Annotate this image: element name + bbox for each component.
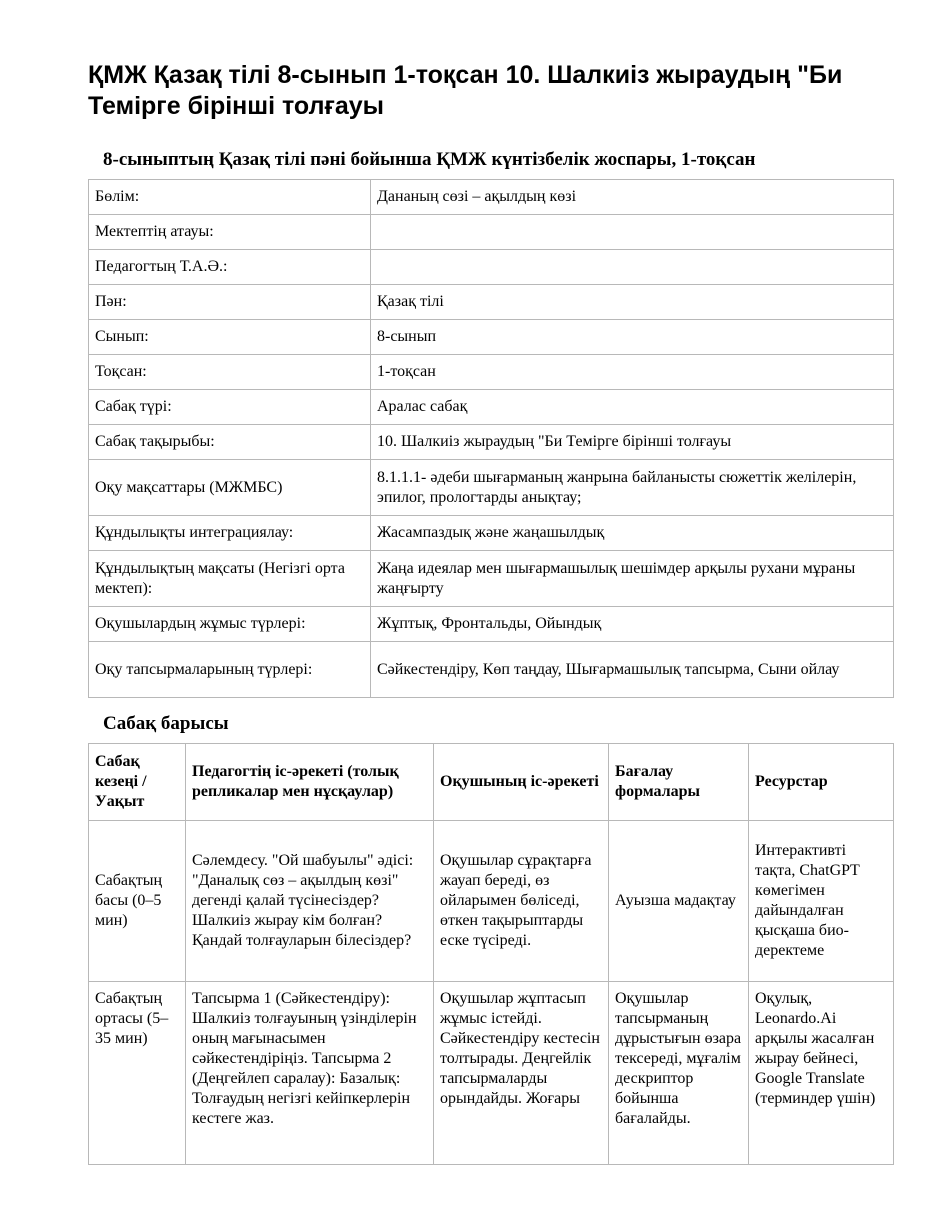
table-row [89,607,894,642]
table-row [89,516,894,551]
info-label: Сабақ түрі: [89,390,371,425]
info-value: Қазақ тілі [371,285,894,320]
info-value: 8-сынып [371,320,894,355]
table-row [89,390,894,425]
info-label: Педагогтың Т.А.Ә.: [89,250,371,285]
info-label: Оқушылардың жұмыс түрлері: [89,607,371,642]
stage-cell: Сабақтың басы (0–5 мин) [89,821,186,982]
resources-cell: Оқулық, Leonardo.Ai арқылы жасалған жырау бейнесі, Google Translate (терминдер үшін) [749,982,894,1165]
column-header-teacher: Педагогтің іс-әрекеті (толық репликалар мен нұсқаулар) [186,744,434,821]
info-label: Құндылықты интеграциялау: [89,516,371,551]
table-row [89,320,894,355]
info-value: Дананың сөзі – ақылдың көзі [371,180,894,215]
info-label: Мектептің атауы: [89,215,371,250]
table-row [89,355,894,390]
info-value [371,250,894,285]
info-value: Аралас сабақ [371,390,894,425]
lesson-heading: Сабақ барысы [103,713,229,734]
info-value: Жаңа идеялар мен шығармашылық шешімдер арқылы рухани мұраны жаңғырту [371,551,894,607]
table-row [89,250,894,285]
assessment-cell: Оқушылар тапсырманың дұрыстығын өзара тексереді, мұғалім дескриптор бойынша бағалайды. [609,982,749,1165]
column-header-assessment: Бағалау формалары [609,744,749,821]
table-row [89,215,894,250]
student-cell: Оқушылар жұптасып жұмыс істейді. Сәйкестендіру кестесін толтырады. Деңгейлік тапсырмаларды орындайды. Жоғары [434,982,609,1165]
column-header-student: Оқушының іс-әрекеті [434,744,609,821]
table-header-row [89,744,894,821]
info-table [88,179,894,698]
info-label: Құндылықтың мақсаты (Негізгі орта мектеп): [89,551,371,607]
info-value: Сәйкестендіру, Көп таңдау, Шығармашылық тапсырма, Сыни ойлау [371,642,894,698]
info-value: Жасампаздық және жаңашылдық [371,516,894,551]
table-row [89,425,894,460]
table-row [89,982,894,1165]
assessment-cell: Ауызша мадақтау [609,821,749,982]
info-label: Сынып: [89,320,371,355]
lesson-table [88,743,894,1165]
info-value [371,215,894,250]
info-label: Пән: [89,285,371,320]
info-value: Жұптық, Фронтальды, Ойындық [371,607,894,642]
teacher-cell: Сәлемдесу. "Ой шабуылы" әдісі: "Даналық сөз – ақылдың көзі" дегенді қалай түсінесіздер? Шалкиіз жырау кім болған? Қандай толғауларын білесіздер? [186,821,434,982]
table-row [89,821,894,982]
table-row [89,180,894,215]
info-label: Бөлім: [89,180,371,215]
info-value: 10. Шалкиіз жыраудың "Би Темірге бірінші толғауы [371,425,894,460]
table-row [89,642,894,698]
info-value: 8.1.1.1- әдеби шығарманың жанрына байланысты сюжеттік желілерін, эпилог, прологтарды анықтау; [371,460,894,516]
table-row [89,551,894,607]
resources-cell: Интерактивті тақта, ChatGPT көмегімен дайындалған қысқаша био-деректеме [749,821,894,982]
document-title: ҚМЖ Қазақ тілі 8-сынып 1-тоқсан 10. Шалкиіз жыраудың "Би Темірге бірінші толғауы [88,61,843,120]
column-header-resources: Ресурстар [749,744,894,821]
table-row [89,285,894,320]
info-value: 1-тоқсан [371,355,894,390]
column-header-stage: Сабақ кезеңі / Уақыт [89,744,186,821]
info-label: Тоқсан: [89,355,371,390]
student-cell: Оқушылар сұрақтарға жауап береді, өз ойларымен бөліседі, өткен тақырыптарды еске түсіреді. [434,821,609,982]
info-label: Сабақ тақырыбы: [89,425,371,460]
teacher-cell: Тапсырма 1 (Сәйкестендіру): Шалкиіз толғауының үзінділерін оның мағынасымен сәйкестендіріңіз. Тапсырма 2 (Деңгейлеп саралау): Базалық: Толғаудың негізгі кейіпкерлерін кестеге жаз. [186,982,434,1165]
table-row [89,460,894,516]
stage-cell: Сабақтың ортасы (5–35 мин) [89,982,186,1165]
info-label: Оқу тапсырмаларының түрлері: [89,642,371,698]
info-label: Оқу мақсаттары (МЖМБС) [89,460,371,516]
plan-heading: 8-сыныптың Қазақ тілі пәні бойынша ҚМЖ күнтізбелік жоспары, 1-тоқсан [103,149,756,170]
